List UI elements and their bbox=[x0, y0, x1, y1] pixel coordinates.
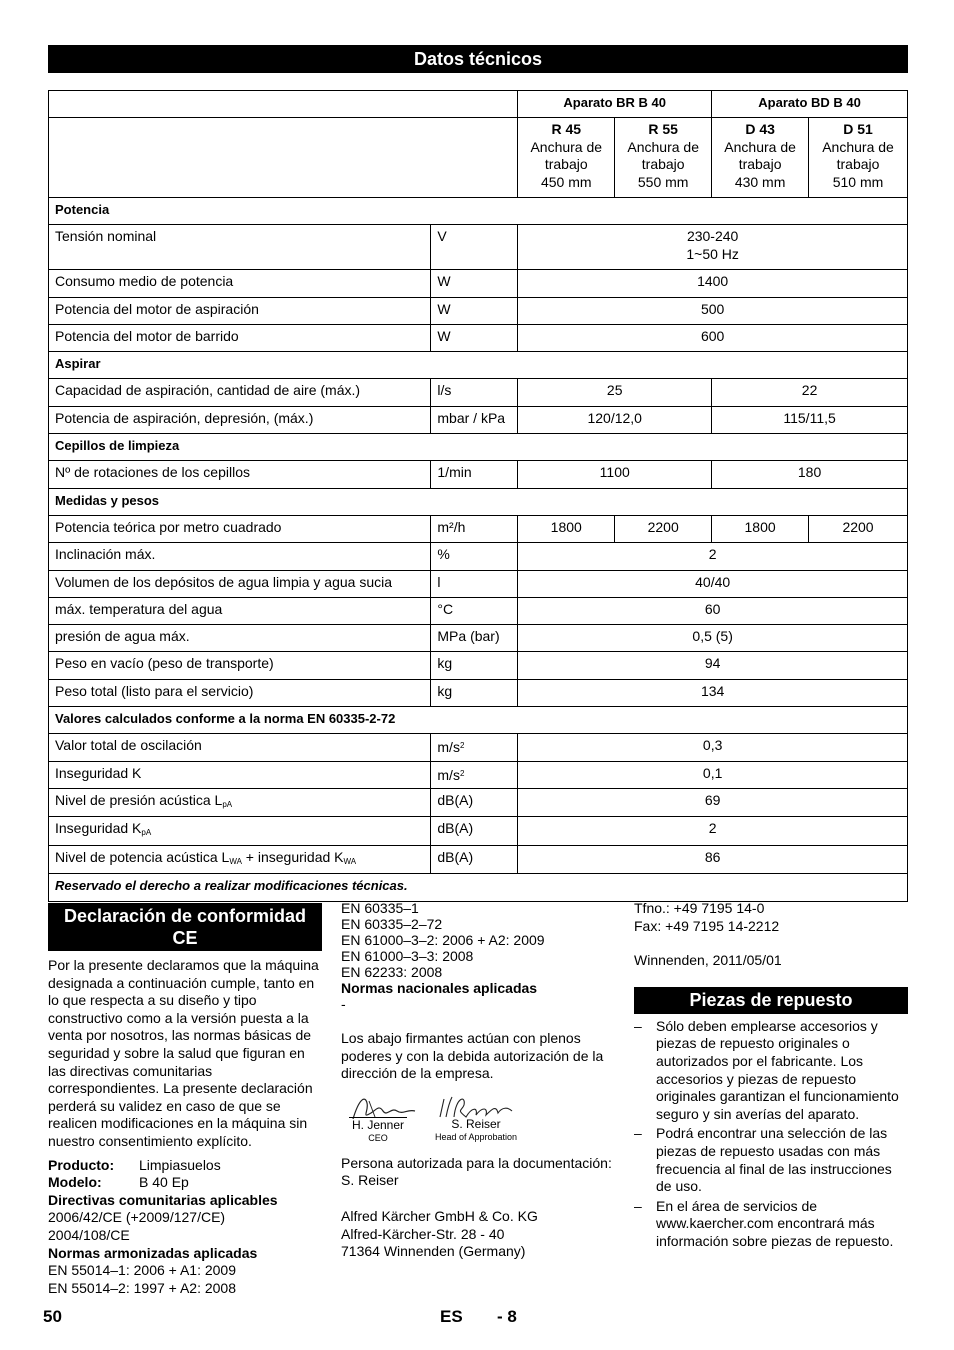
producto-value: Limpiasuelos bbox=[139, 1156, 221, 1173]
table-row: Nº de rotaciones de los cepillos 1/min 1100 180 bbox=[49, 461, 908, 488]
table-row: Capacidad de aspiración, cantidad de aire (máx.) l/s 25 22 bbox=[49, 379, 908, 406]
table-row: Tensión nominal V 230-240 1~50 Hz bbox=[49, 225, 908, 270]
declaration-column-2: EN 60335–1 EN 60335–2–72 EN 61000–3–2: 2006 + A2: 2009 EN 61000–3–3: 2008 EN 62233: 2008 Normas nacionales aplicadas - Los abajo firmantes actúan con plenos poderes y con la debida autorización de la dirección de la empresa. H. Jenner CEO S. Reiser Head of Approbation Persona autorizada para la documentación: S. Reiser Alfred Kärcher GmbH & Co. KG Alfred-Kärcher-Str. 28 - 40 71364 Winnenden (Germany) bbox=[341, 900, 616, 1261]
signer-1-name: H. Jenner bbox=[351, 1117, 405, 1132]
producto-label: Producto: bbox=[48, 1156, 115, 1173]
section-row: Potencia bbox=[49, 198, 908, 225]
section-row: Aspirar bbox=[49, 352, 908, 379]
list-item: – Podrá encontrar una selección de las piezas de repuesto usadas con más frecuencia al final de las instrucciones de uso. bbox=[634, 1125, 892, 1195]
table-row: Potencia teórica por metro cuadrado m²/h 1800 2200 1800 2200 bbox=[49, 515, 908, 542]
phone: Tfno.: +49 7195 14-0 bbox=[634, 900, 765, 916]
signer-2-role: Head of Approbation bbox=[434, 1131, 518, 1142]
fax: Fax: +49 7195 14-2212 bbox=[634, 917, 780, 934]
signer-2-name: S. Reiser bbox=[451, 1116, 501, 1131]
spare-parts-title: Piezas de repuesto bbox=[634, 987, 908, 1014]
table-row: presión de agua máx. MPa (bar) 0,5 (5) bbox=[49, 625, 908, 652]
declaration-title: Declaración de conformidad CE bbox=[48, 903, 322, 951]
firmantes-text: Los abajo firmantes actúan con plenos poderes y con la debida autorización de la dirección de la empresa. bbox=[341, 1030, 604, 1082]
model-cell: R 55 Anchura de trabajo 550 mm bbox=[615, 118, 712, 198]
page-number: 50 bbox=[43, 1307, 62, 1326]
persona-autorizada: Persona autorizada para la documentación: bbox=[341, 1154, 612, 1171]
spare-parts-list bbox=[634, 1018, 908, 1251]
table-row: Inseguridad K $m/s^2$ 0,1 bbox=[49, 761, 908, 788]
model-cell: D 51 Anchura de trabajo 510 mm bbox=[809, 118, 908, 198]
signer-1-role: CEO bbox=[368, 1132, 388, 1143]
table-row: máx. temperatura del agua °C 60 bbox=[49, 597, 908, 624]
normas-arm-label: Normas armonizadas aplicadas bbox=[48, 1244, 258, 1261]
declaration-column-3 bbox=[634, 900, 908, 1253]
section-page-number: - 8 bbox=[497, 1307, 517, 1326]
table-row: Inclinación máx. % 2 bbox=[49, 543, 908, 570]
section-row: Valores calculados conforme a la norma EN 60335-2-72 bbox=[49, 707, 908, 734]
modelo-value: B 40 Ep bbox=[139, 1174, 189, 1191]
table-row: Peso total (listo para el servicio) kg 134 bbox=[49, 679, 908, 706]
normas-nac-label: Normas nacionales aplicadas bbox=[341, 980, 538, 996]
page-title: Datos técnicos bbox=[48, 45, 908, 73]
table-row: Valor total de oscilación $m/s^2$ 0,3 bbox=[49, 734, 908, 761]
group-br: Aparato BR B 40 bbox=[518, 91, 712, 118]
table-row: Volumen de los depósitos de agua limpia y agua sucia l 40/40 bbox=[49, 570, 908, 597]
table-row bbox=[49, 118, 908, 198]
table-row: Nivel de potencia acústica $L_{WA}$ + inseguridad $K_{WA}$ dB(A) 86 bbox=[49, 845, 908, 874]
section-row: Medidas y pesos bbox=[49, 488, 908, 515]
spec-table bbox=[48, 90, 908, 902]
directivas-label: Directivas comunitarias aplicables bbox=[48, 1191, 278, 1208]
table-row: Inseguridad $K_{pA}$ dB(A) 2 bbox=[49, 817, 908, 846]
signatures bbox=[341, 1093, 616, 1155]
declaration-column-1: Declaración de conformidad CE Por la presente declaramos que la máquina designada a continuación cumple, tanto en lo que respecta a su diseño y tipo constructivo como a la versión puesta a la venta por nosotros, las normas básicas de seguridad y sobre la salud que figuran en las directivas comunitarias correspondientes. La presente declaración perderá su validez en caso de que se realicen modificaciones en la máquina sin nuestro consentimiento explícito. Producto: Limpiasuelos Modelo: B 40 Ep Directivas comunitarias aplicables 2006/42/CE (+2009/127/CE) 2004/108/CE Normas armonizadas aplicadas EN 55014–1: 2006 + A1: 2009 EN 55014–2: 1997 + A2: 2008 bbox=[48, 903, 322, 1297]
company-address: Alfred Kärcher GmbH & Co. KG Alfred-Kärcher-Str. 28 - 40 71364 Winnenden (Germany) bbox=[341, 1207, 538, 1260]
modelo-label: Modelo: bbox=[48, 1174, 102, 1191]
model-cell: D 43 Anchura de trabajo 430 mm bbox=[712, 118, 809, 198]
section-row: Cepillos de limpieza bbox=[49, 434, 908, 461]
declaration-intro: Por la presente declaramos que la máquina designada a continuación cumple, tanto en lo que respecta a su diseño y tipo constructivo como a la versión puesta a la venta por nosotros, las normas básicas de seguridad y sobre la salud que figuran en las directivas comunitarias correspondientes. La presente declaración perderá su validez en caso de que se realicen modificaciones en la máquina sin nuestro consentimiento explícito. bbox=[48, 957, 319, 1149]
table-row: Nivel de presión acústica $L_{pA}$ dB(A) 69 bbox=[49, 788, 908, 817]
table-row: Potencia de aspiración, depresión, (máx.) mbar / kPa 120/12,0 115/11,5 bbox=[49, 406, 908, 433]
group-bd: Aparato BD B 40 bbox=[712, 91, 908, 118]
list-item: – En el área de servicios de www.kaercher.com encontrará más información sobre piezas de repuesto. bbox=[634, 1197, 894, 1249]
table-row: Potencia del motor de barrido W 600 bbox=[49, 324, 908, 351]
table-row bbox=[49, 91, 908, 118]
note-row: Reservado el derecho a realizar modificaciones técnicas. bbox=[49, 874, 908, 901]
model-cell: R 45 Anchura de trabajo 450 mm bbox=[518, 118, 615, 198]
date: Winnenden, 2011/05/01 bbox=[634, 952, 782, 969]
language-code: ES bbox=[440, 1307, 463, 1326]
table-row: Potencia del motor de aspiración W 500 bbox=[49, 297, 908, 324]
list-item: – Sólo deben emplearse accesorios y piezas de repuesto originales o autorizados por el fabricante. Los accesorios y piezas de repuesto originales garantizan el funcionamiento seguro y sin averías del aparato. bbox=[634, 1017, 899, 1122]
table-row: Peso en vacío (peso de transporte) kg 94 bbox=[49, 652, 908, 679]
table-row: Consumo medio de potencia W 1400 bbox=[49, 270, 908, 297]
